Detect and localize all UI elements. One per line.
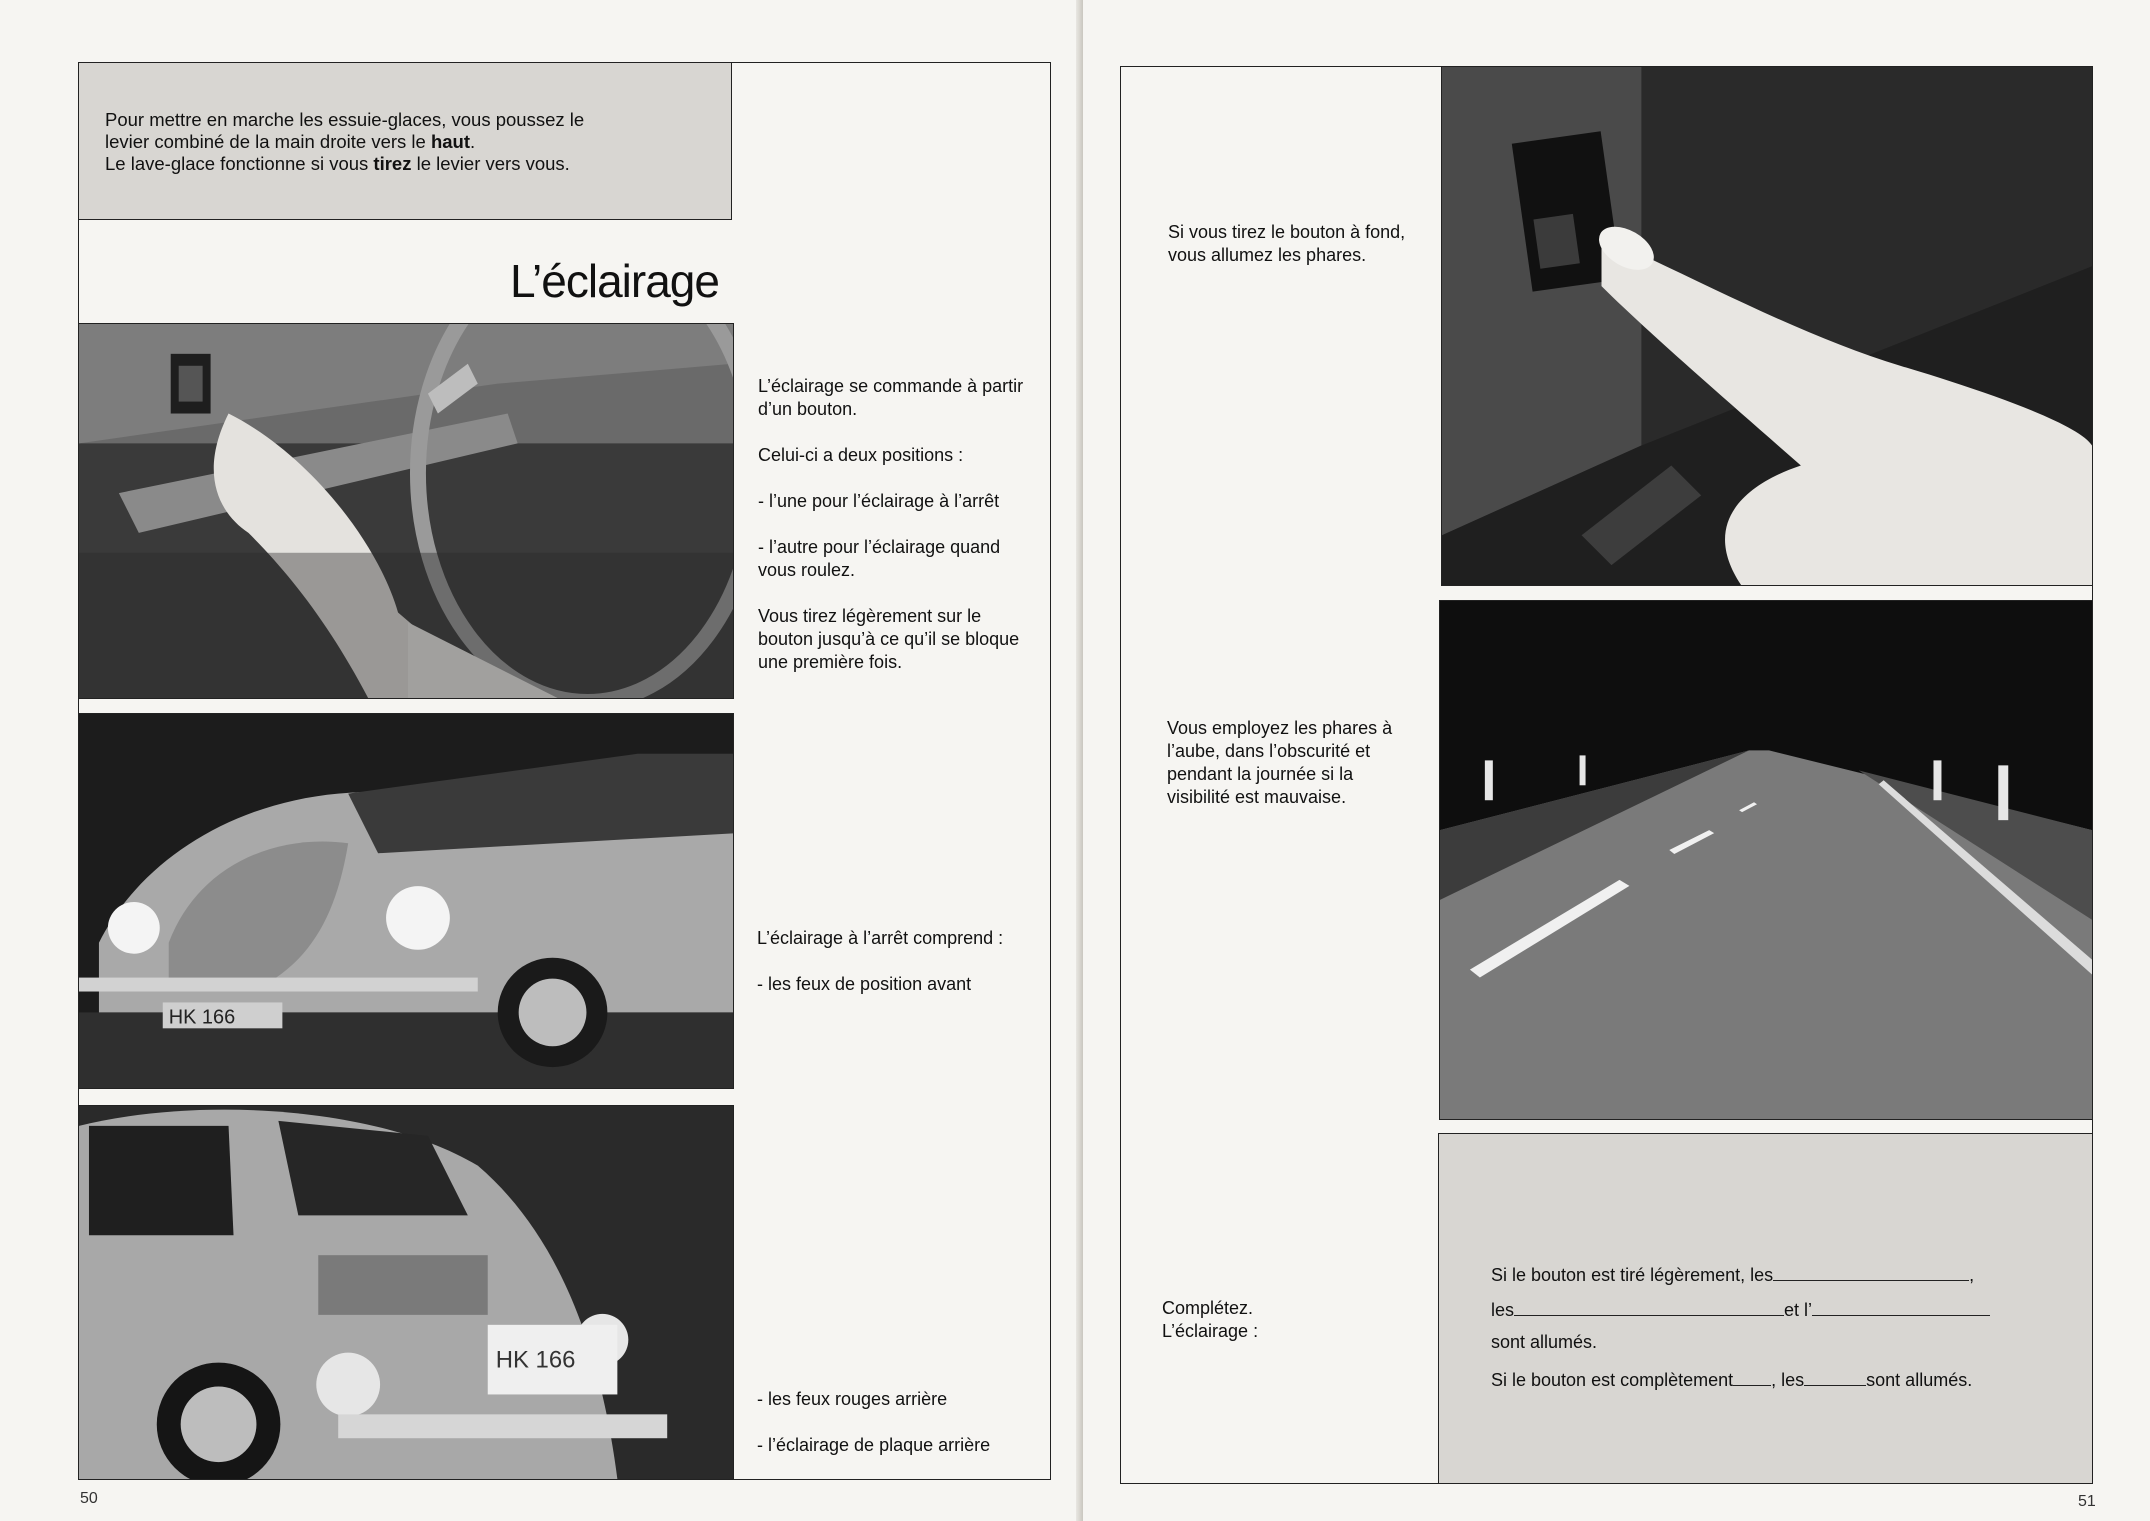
car-front-illustration [79, 714, 733, 1088]
intro-bold-tirez: tirez [373, 153, 412, 174]
text-headlights [1168, 221, 1428, 267]
quiz-line-2: les et l’ [1491, 1297, 1990, 1321]
intro-line-1: Pour mettre en marche les essuie-glaces, vous poussez le [105, 109, 585, 130]
intro-bold-haut: haut [430, 131, 471, 152]
text-switch-intro: L’éclairage se commande à partir d’un bouton. [758, 376, 1024, 419]
text-usage [1167, 717, 1417, 809]
text-rear-red-lights: - les feux rouges arrière [757, 1389, 948, 1409]
quiz-blank-1[interactable] [1773, 1262, 1969, 1281]
intro-box [78, 62, 732, 220]
rear-plate-text: HK 166 [495, 1346, 576, 1374]
text-position-stationary: - l’une pour l’éclairage à l’arrêt [758, 491, 1000, 511]
right-page [1083, 0, 2150, 1521]
intro-line-2: levier combiné de la main droite vers le haut. [105, 131, 476, 152]
quiz-blank-3[interactable] [1812, 1297, 1990, 1316]
page-title: L’éclairage [510, 255, 719, 307]
text-front-position-lights: - les feux de position avant [757, 974, 972, 994]
quiz-line-1: Si le bouton est tiré légèrement, les , [1491, 1262, 1974, 1286]
quiz-line-4: Si le bouton est complètement , les sont allumés. [1491, 1367, 1972, 1391]
page-number-left: 50 [80, 1490, 98, 1507]
page-number-right: 51 [2078, 1493, 2096, 1510]
quiz-box [1438, 1133, 2093, 1484]
front-plate-text: HK 166 [168, 1006, 236, 1029]
photo-car-front [78, 713, 734, 1089]
text-pull-slightly: Vous tirez légèrement sur le bouton jusqu’à ce qu’il se bloque une première fois. [758, 606, 1020, 672]
photo-dashboard-switch [78, 323, 734, 699]
text-two-positions: Celui-ci a deux positions : [758, 445, 964, 465]
quiz-blank-5[interactable] [1804, 1367, 1866, 1386]
intro-text [105, 109, 705, 175]
quiz-line-3: sont allumés. [1491, 1332, 1598, 1352]
night-road-illustration [1440, 601, 2092, 1119]
text-block-switch [758, 375, 1028, 674]
text-plate-lighting: - l’éclairage de plaque arrière [757, 1435, 991, 1455]
intro-line-3: Le lave-glace fonctionne si vous tirez le levier vers vous. [105, 153, 570, 174]
text-position-driving: - l’autre pour l’éclairage quand vous roulez. [758, 537, 1001, 580]
quiz-blank-2[interactable] [1514, 1297, 1784, 1316]
photo-switch-closeup [1441, 66, 2093, 586]
dashboard-illustration [79, 324, 733, 698]
car-rear-illustration [79, 1106, 733, 1479]
switch-closeup-illustration [1442, 67, 2092, 585]
quiz-label-complete: Complétez. [1162, 1298, 1254, 1318]
quiz-label [1162, 1297, 1362, 1343]
text-block-rear [757, 1388, 1047, 1457]
text-parking-includes: L’éclairage à l’arrêt comprend : [757, 928, 1004, 948]
photo-car-rear [78, 1105, 734, 1480]
text-block-parking [757, 927, 1047, 996]
text-full-pull: Si vous tirez le bouton à fond, vous allumez les phares. [1168, 222, 1406, 265]
photo-night-road [1439, 600, 2093, 1120]
quiz-label-lighting: L’éclairage : [1162, 1321, 1259, 1341]
quiz-blank-4[interactable] [1733, 1367, 1771, 1386]
text-headlights-usage: Vous employez les phares à l’aube, dans l’obscurité et pendant la journée si la visibilité est mauvaise. [1167, 718, 1393, 807]
